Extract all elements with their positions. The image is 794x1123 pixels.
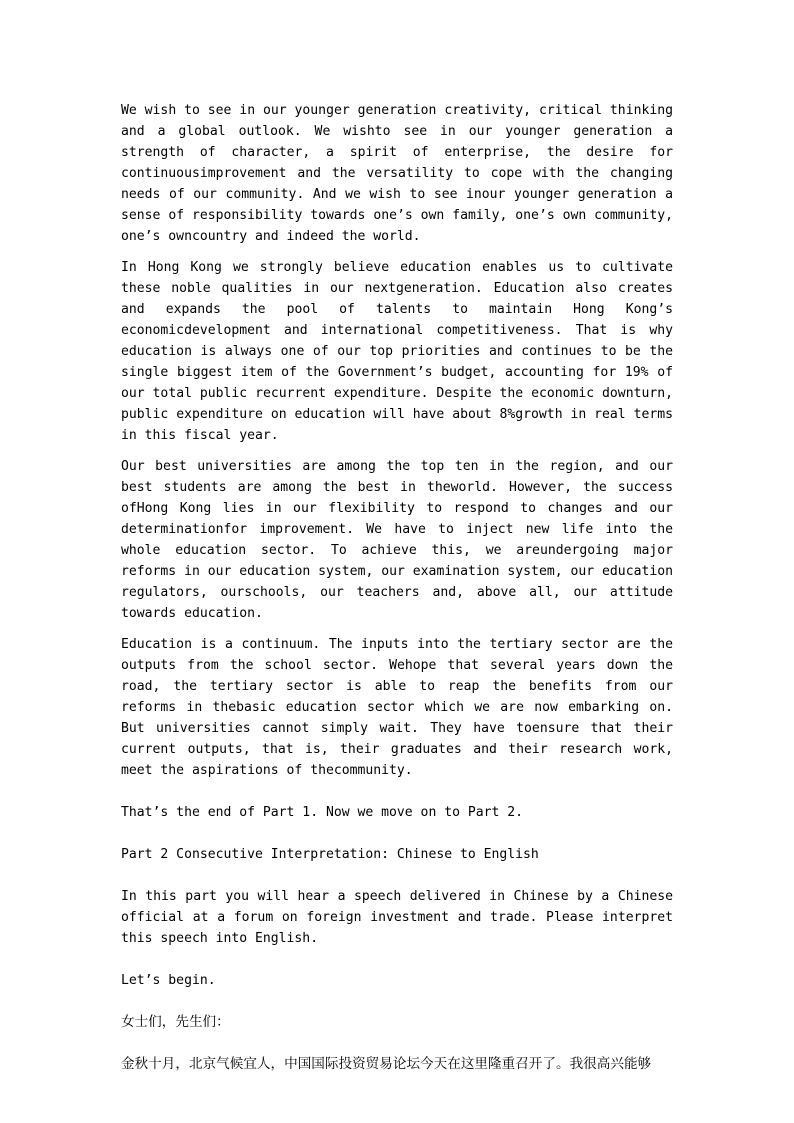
chinese-salutation: 女士们，先生们： (121, 1014, 230, 1030)
paragraph-2: In Hong Kong we strongly believe education enables us to cultivate these noble qualities in our nextgeneration. Education also creates and expands the pool of talents to maintain Hong Kong’s economicdevelopment and international competitiveness. That is why education is always one of our top priorities and continues to be the single biggest item of the Government’s budget, accounting for 19% of our total public recurrent expenditure. Despite the economic downturn, public expenditure on education will have about 8%growth in real terms in this fiscal year. (121, 260, 673, 443)
paragraph-1: We wish to see in our younger generation creativity, critical thinking and a global outlook. We wishto see in our younger generation a strength of character, a spirit of enterprise, the desire for continuousimprovement and the versatility to cope with the changing needs of our community. And we wish to see inour younger generation a sense of responsibility towards one’s own family, one’s own community, one’s owncountry and indeed the world. (121, 103, 673, 244)
chinese-speech-body: 金秋十月，北京气候宜人，中国国际投资贸易论坛今天在这里隆重召开了。我很高兴能够 (121, 1056, 652, 1072)
paragraph-part-2-instructions: In this part you will hear a speech delivered in Chinese by a Chinese official at a forum on foreign investment and trade. Please interpret this speech into English. (121, 889, 673, 946)
lets-begin-line: Let’s begin. (121, 973, 216, 988)
document-text-block (121, 100, 673, 1085)
end-of-part-1-line: That’s the end of Part 1. Now we move on to Part 2. (121, 805, 524, 820)
part-2-heading: Part 2 Consecutive Interpretation: Chinese to English (121, 847, 539, 862)
paragraph-4: Education is a continuum. The inputs into the tertiary sector are the outputs from the school sector. Wehope that several years down the road, the tertiary sector is able to reap the benefits from our reforms in thebasic education sector which we are now embarking on. But universities cannot simply wait. They have toensure that their current outputs, that is, their graduates and their research work, meet the aspirations of thecommunity. (121, 637, 673, 778)
paragraph-3: Our best universities are among the top ten in the region, and our best students are among the best in theworld. However, the success ofHong Kong lies in our flexibility to respond to changes and our determinationfor improvement. We have to inject new life into the whole education sector. To achieve this, we areundergoing major reforms in our education system, our examination system, our education regulators, ourschools, our teachers and, above all, our attitude towards education. (121, 459, 673, 621)
